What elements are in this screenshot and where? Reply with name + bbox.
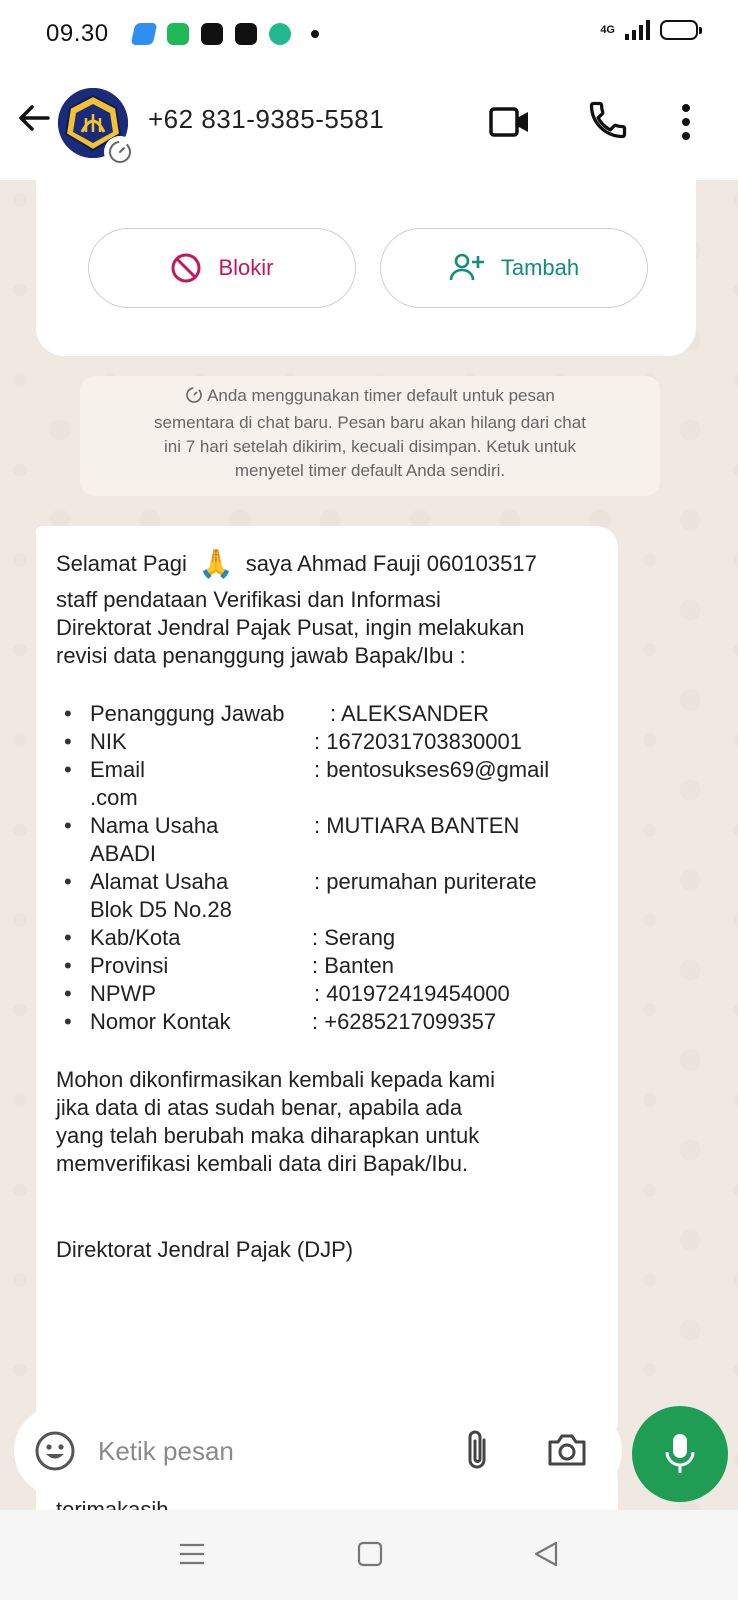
greeting-line (56, 546, 598, 582)
list-item (56, 952, 598, 980)
microphone-icon (662, 1432, 698, 1476)
list-item (56, 756, 598, 812)
block-label: Blokir (218, 255, 274, 280)
add-contact-button[interactable] (380, 228, 648, 308)
notice-line-2: sementara di chat baru. Pesan baru akan hilang dari chat (154, 413, 586, 432)
list-item (56, 700, 598, 728)
block-icon (170, 252, 202, 284)
status-time: 09.30 (46, 20, 109, 47)
more-options-icon[interactable] (680, 102, 692, 147)
voice-call-icon[interactable] (586, 98, 630, 147)
chat-area[interactable] (0, 180, 738, 1510)
item-value: : Banten (312, 953, 394, 978)
more-notifications-dot-icon (311, 30, 319, 38)
voice-message-button[interactable] (632, 1406, 728, 1502)
confirm-paragraph (56, 1066, 598, 1178)
notification-icons (133, 23, 319, 45)
confirm-line: yang telah berubah maka diharapkan untuk (56, 1123, 480, 1148)
timer-icon (185, 386, 203, 411)
greeting-text-a: Selamat Pagi (56, 551, 187, 576)
greeting-text-b: saya Ahmad Fauji 060103517 (245, 551, 537, 576)
add-label: Tambah (500, 255, 580, 280)
list-item (56, 1008, 598, 1036)
item-value: : 1672031703830001 (314, 729, 522, 754)
notice-line-4: menyetel timer default Anda sendiri. (234, 461, 506, 480)
item-value: : +6285217099357 (312, 1009, 497, 1034)
notice-line-1: Anda menggunakan timer default untuk pesan (207, 386, 555, 405)
back-arrow-icon[interactable] (14, 98, 54, 138)
brimo-icon (201, 23, 223, 45)
item-label: • Provinsi (90, 953, 169, 978)
add-user-icon (449, 252, 485, 284)
nav-back-icon[interactable] (532, 1540, 560, 1573)
block-button[interactable] (88, 228, 356, 308)
system-status (600, 20, 698, 40)
list-item (56, 728, 598, 756)
item-value-cont: .com (90, 785, 138, 810)
chat-header (0, 68, 738, 180)
signal-icon (625, 20, 650, 40)
message-icon (269, 23, 291, 45)
intro-paragraph (56, 586, 598, 670)
home-icon[interactable] (356, 1540, 384, 1573)
chat-icon (167, 23, 189, 45)
unknown-contact-card (36, 180, 696, 356)
item-label: • Nama Usaha (90, 813, 219, 838)
data-list (56, 700, 598, 1036)
bluebird-icon (130, 23, 157, 45)
item-label: • Email (90, 757, 146, 782)
item-value: : ALEKSANDER (330, 701, 489, 726)
status-bar (0, 0, 738, 68)
item-label: • Penanggung Jawab (90, 701, 285, 726)
signature: Direktorat Jendral Pajak (DJP) (56, 1237, 354, 1262)
camera-icon[interactable] (546, 1430, 588, 1475)
item-value: : bentosukses69@gmail (314, 757, 550, 782)
notice-line-3: ini 7 hari setelah dikirim, kecuali disimpan. Ketuk untuk (164, 437, 576, 456)
item-value-cont: ABADI (90, 841, 157, 866)
item-value: : 401972419454000 (314, 981, 510, 1006)
intro-line: Direktorat Jendral Pajak Pusat, ingin melakukan (56, 615, 525, 640)
item-label: • Kab/Kota (90, 925, 181, 950)
item-value: : MUTIARA BANTEN (314, 813, 520, 838)
confirm-line: jika data di atas sudah benar, apabila ada (56, 1095, 463, 1120)
incoming-message[interactable] (36, 526, 618, 1444)
item-value-cont: Blok D5 No.28 (90, 897, 232, 922)
praying-hands-emoji: 🙏 (198, 548, 234, 579)
list-item (56, 924, 598, 952)
klik-icon (235, 23, 257, 45)
system-navigation-bar (0, 1510, 738, 1600)
network-type: 4G (600, 24, 615, 36)
confirm-line: memverifikasi kembali data diri Bapak/Ibu. (56, 1151, 469, 1176)
disappearing-messages-notice[interactable] (80, 376, 660, 496)
list-item (56, 868, 598, 924)
disappearing-timer-icon (104, 136, 136, 168)
item-value: : Serang (312, 925, 396, 950)
video-call-icon[interactable] (488, 102, 532, 147)
item-label: • NPWP (90, 981, 156, 1006)
confirm-line: Mohon dikonfirmasikan kembali kepada kami (56, 1067, 495, 1092)
list-item (56, 812, 598, 868)
item-label: • Nomor Kontak (90, 1009, 231, 1034)
attach-icon[interactable] (462, 1428, 492, 1479)
item-label: • Alamat Usaha (90, 869, 229, 894)
message-input[interactable]: Ketik pesan (98, 1436, 234, 1466)
item-value: : perumahan puriterate (314, 869, 537, 894)
intro-line: staff pendataan Verifikasi dan Informasi (56, 587, 441, 612)
intro-line: revisi data penanggung jawab Bapak/Ibu : (56, 643, 466, 668)
battery-icon (660, 20, 698, 40)
contact-name[interactable]: +62 831-9385-5581 (148, 104, 385, 134)
message-composer[interactable] (14, 1406, 622, 1496)
recents-icon[interactable] (178, 1540, 206, 1573)
emoji-icon[interactable] (34, 1430, 76, 1477)
item-label: • NIK (90, 729, 127, 754)
list-item (56, 980, 598, 1008)
